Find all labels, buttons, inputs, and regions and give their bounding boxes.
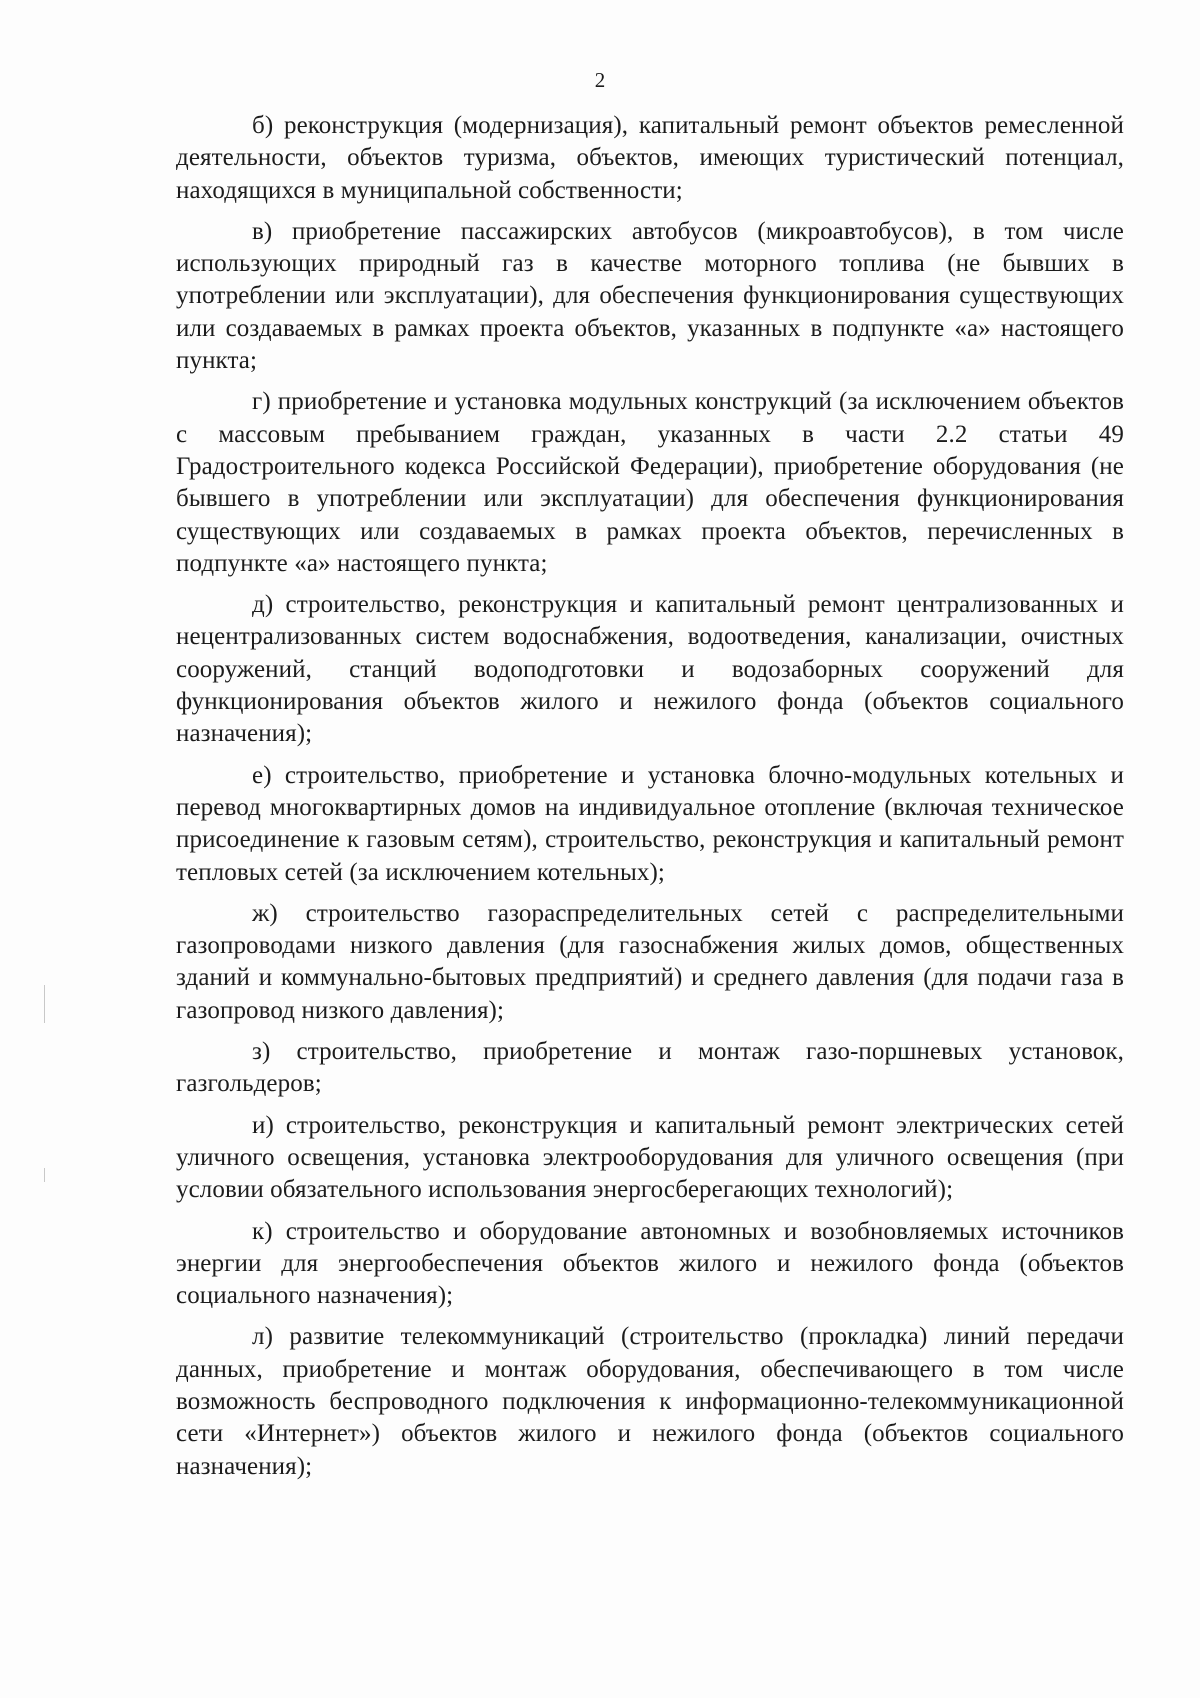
- paragraph-i: и) строительство, реконструкция и капитальный ремонт электрических сетей уличного освещения, установка электрооборудования для уличного освещения (при условии обязательного использования энергосберегающих технологий);: [176, 1111, 1124, 1204]
- paragraph-v: в) приобретение пассажирских автобусов (микроавтобусов), в том числе использующих природный газ в качестве моторного топлива (не бывших в употреблении или эксплуатации), для обеспечения функционирования существующих или создаваемых в рамках проекта объектов, указанных в подпункте «а» настоящего пункта;: [176, 217, 1124, 375]
- scan-margin-mark-top: [44, 985, 45, 1023]
- paragraph-l: л) развитие телекоммуникаций (строительство (прокладка) линий передачи данных, приобретение и монтаж оборудования, обеспечивающего в том числе возможность беспроводного подключения к информационно-телекоммуникационной сети «Интернет») объектов жилого и нежилого фонда (объектов социального назначения);: [176, 1323, 1124, 1480]
- paragraph-zh: ж) строительство газораспределительных сетей с распределительными газопроводами низкого давления (для газоснабжения жилых домов, общественных зданий и коммунально-бытовых предприятий) и среднего давления (для подачи газа в газопровод низкого давления);: [176, 899, 1124, 1024]
- paragraph-e: е) строительство, приобретение и установка блочно-модульных котельных и перевод многоквартирных домов на индивидуальное отопление (включая техническое присоединение к газовым сетям), строительство, реконструкция и капитальный ремонт тепловых сетей (за исключением котельных);: [176, 761, 1124, 886]
- scan-margin-mark-bottom: [44, 1168, 45, 1182]
- page-number: 2: [594, 68, 606, 92]
- paragraph-b: б) реконструкция (модернизация), капитальный ремонт объектов ремесленной деятельности, объектов туризма, объектов, имеющих туристический потенциал, находящихся в муниципальной собственности;: [176, 112, 1124, 204]
- paragraph-k: к) строительство и оборудование автономных и возобновляемых источников энергии для энергообеспечения объектов жилого и нежилого фонда (объектов социального назначения);: [176, 1217, 1124, 1310]
- document-body: [176, 110, 1124, 1492]
- paragraph-z: з) строительство, приобретение и монтаж газо-поршневых установок, газгольдеров;: [176, 1038, 1124, 1098]
- paragraph-d: д) строительство, реконструкция и капитальный ремонт централизованных и нецентрализованных систем водоснабжения, водоотведения, канализации, очистных сооружений, станций водоподготовки и водозаборных сооружений для функционирования объектов жилого и нежилого фонда (объектов социального назначения);: [176, 591, 1124, 748]
- paragraph-g: г) приобретение и установка модульных конструкций (за исключением объектов с массовым пребыванием граждан, указанных в части 2.2 статьи 49 Градостроительного кодекса Российской Федерации), приобретение оборудования (не бывшего в употреблении или эксплуатации) для обеспечения функционирования существующих или создаваемых в рамках проекта объектов, перечисленных в подпункте «а» настоящего пункта;: [176, 388, 1124, 577]
